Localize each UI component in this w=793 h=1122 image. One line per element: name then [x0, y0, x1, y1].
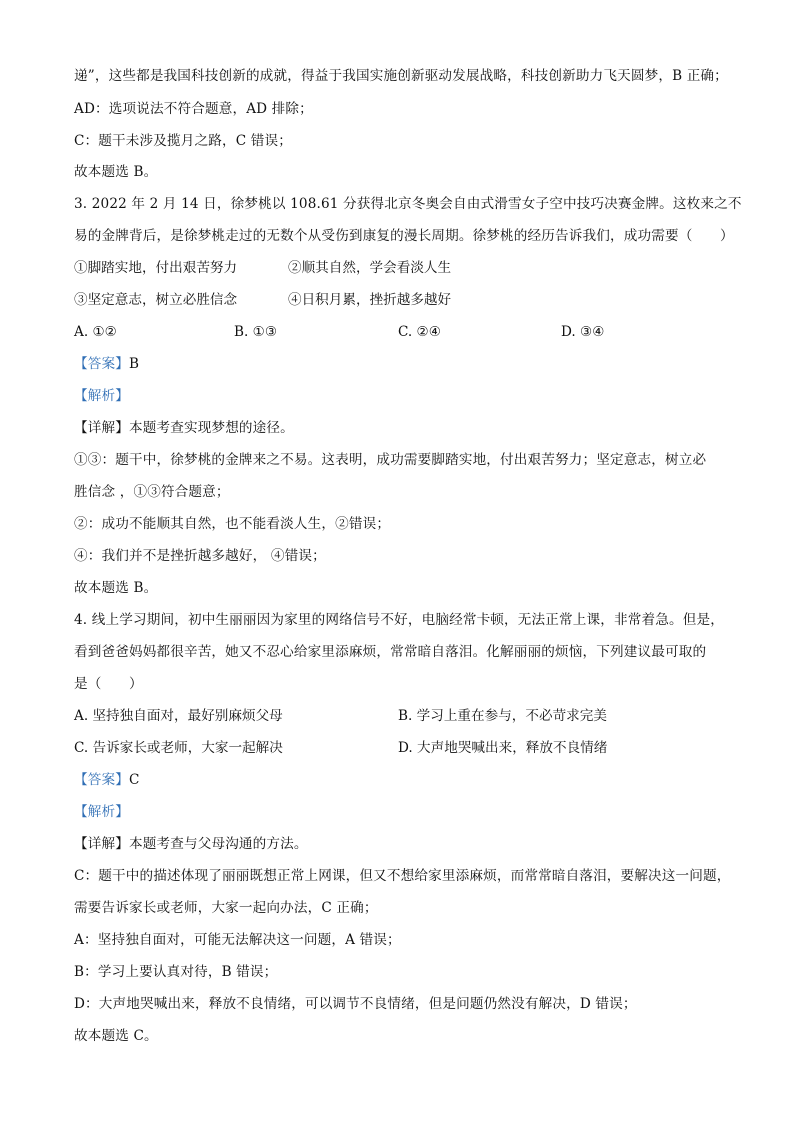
- answer-value: C: [128, 772, 140, 788]
- question-3-analysis: [74, 387, 129, 405]
- answer-label: 【答案】: [74, 772, 129, 788]
- question-3-option-c: C. ②④: [398, 324, 441, 340]
- question-4-stem: 是（ ）: [74, 676, 143, 692]
- explanation-line: ④：我们并不是挫折越多越好， ④错误；: [74, 548, 326, 564]
- question-3-stem: 3. 2022 年 2 月 14 日，徐梦桃以 108.61 分获得北京冬奥会自由式滑雪女子空中技巧决赛金牌。这枚来之不: [74, 196, 742, 212]
- explanation-line: 胜信念 ，①③符合题意；: [74, 484, 230, 500]
- explanation-line: ②：成功不能顺其自然，也不能看淡人生，②错误；: [74, 516, 391, 532]
- question-3-stem: 易的金牌背后，是徐梦桃走过的无数个从受伤到康复的漫长周期。徐梦桃的经历告诉我们，成功需要（ ）: [74, 228, 734, 244]
- detail-label: 【详解】: [74, 836, 129, 852]
- paragraph-line: AD：选项说法不符合题意，AD 排除；: [74, 101, 313, 117]
- explanation-line: 故本题选 C。: [74, 1028, 158, 1044]
- explanation-line: B：学习上要认真对待，B 错误；: [74, 964, 278, 980]
- question-4-option-c: C. 告诉家长或老师，大家一起解决: [74, 740, 283, 756]
- question-4-stem: 看到爸爸妈妈都很辛苦，她又不忍心给家里添麻烦，常常暗自落泪。化解丽丽的烦恼，下列建议最可取的: [74, 644, 707, 660]
- detail-text: 本题考查实现梦想的途径。: [128, 420, 294, 436]
- explanation-line: D：大声地哭喊出来，释放不良情绪，可以调节不良情绪，但是问题仍然没有解决，D 错误；: [74, 996, 637, 1012]
- question-3-item-2: ②顺其自然，学会看淡人生: [288, 260, 452, 276]
- answer-value: B: [128, 356, 140, 372]
- question-4-option-a: A. 坚持独自面对，最好别麻烦父母: [74, 708, 283, 724]
- question-4-detail: [74, 835, 308, 853]
- paragraph-line: 递”，这些都是我国科技创新的成就，得益于我国实施创新驱动发展战略，科技创新助力飞天圆梦，B 正确；: [74, 68, 728, 84]
- question-3-detail: [74, 419, 294, 437]
- question-3-answer: [74, 355, 139, 373]
- detail-label: 【详解】: [74, 420, 129, 436]
- question-3-item-3: ③坚定意志，树立必胜信念: [74, 292, 238, 308]
- question-4-analysis: [74, 803, 129, 821]
- paragraph-line: 故本题选 B。: [74, 164, 158, 180]
- answer-label: 【答案】: [74, 356, 129, 372]
- question-3-option-a: A. ①②: [74, 324, 117, 340]
- paragraph-line: C：题干未涉及揽月之路，C 错误；: [74, 133, 292, 149]
- question-4-stem: 4. 线上学习期间，初中生丽丽因为家里的网络信号不好，电脑经常卡顿，无法正常上课，非常着急。但是，: [74, 612, 724, 628]
- explanation-line: 故本题选 B。: [74, 580, 158, 596]
- question-4-option-d: D. 大声地哭喊出来，释放不良情绪: [398, 740, 608, 756]
- question-4-option-b: B. 学习上重在参与，不必苛求完美: [398, 708, 607, 724]
- question-3-option-d: D. ③④: [561, 324, 605, 340]
- analysis-label: 【解析】: [74, 804, 129, 820]
- question-3-item-1: ①脚踏实地，付出艰苦努力: [74, 260, 238, 276]
- detail-text: 本题考查与父母沟通的方法。: [128, 836, 308, 852]
- question-4-answer: [74, 771, 140, 789]
- question-3-option-b: B. ①③: [234, 324, 278, 340]
- explanation-line: 需要告诉家长或老师，大家一起向办法，C 正确；: [74, 900, 378, 916]
- question-3-item-4: ④日积月累，挫折越多越好: [288, 292, 452, 308]
- analysis-label: 【解析】: [74, 388, 129, 404]
- explanation-line: C：题干中的描述体现了丽丽既想正常上网课，但又不想给家里添麻烦，而常常暗自落泪，要解决这一问题，: [74, 868, 731, 884]
- explanation-line: ①③：题干中，徐梦桃的金牌来之不易。这表明，成功需要脚踏实地，付出艰苦努力；坚定意志，树立必: [74, 452, 707, 468]
- explanation-line: A：坚持独自面对，可能无法解决这一问题，A 错误；: [74, 932, 401, 948]
